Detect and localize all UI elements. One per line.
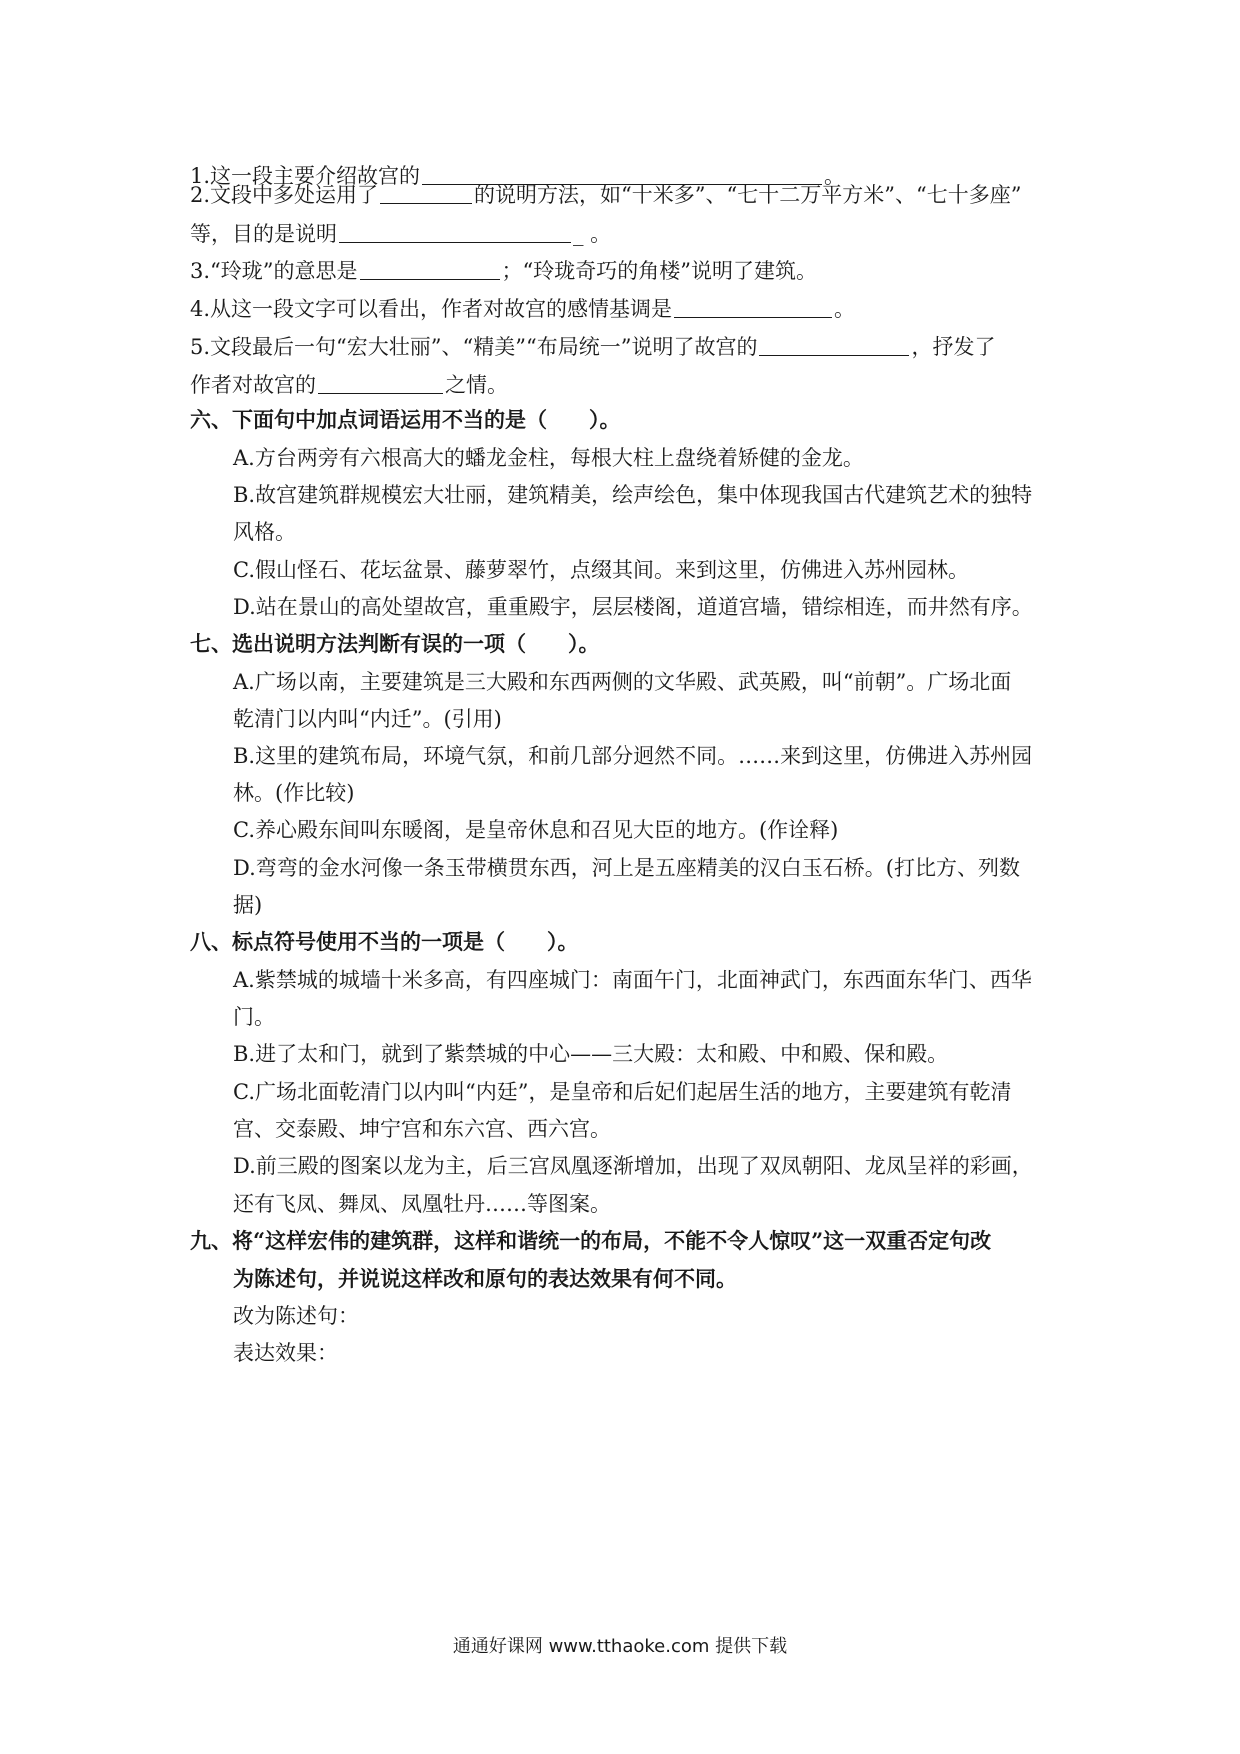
question-2 <box>190 178 1021 212</box>
section-8-option-d: D.前三殿的图案以龙为主，后三宫凤凰逐渐增加，出现了双凤朝阳、龙凤呈祥的彩画， <box>233 1154 1033 1178</box>
section-6-title: 六、下面句中加点词语运用不当的是（ ）。 <box>190 407 621 432</box>
section-6-option-b: B.故宫建筑群规模宏大壮丽，建筑精美，绘声绘色，集中体现我国古代建筑艺术的独特 <box>233 483 1033 507</box>
section-7-title: 七、选出说明方法判断有误的一项（ ）。 <box>190 631 600 656</box>
section-7-option-b: B.这里的建筑布局，环境气氛，和前几部分迥然不同。……来到这里，仿佛进入苏州园 <box>233 744 1033 768</box>
section-8-title: 八、标点符号使用不当的一项是（ ）。 <box>190 929 579 954</box>
section-7-option-d: D.弯弯的金水河像一条玉带横贯东西，河上是五座精美的汉白玉石桥。(打比方、列数 <box>233 856 1020 880</box>
section-7-option-a-cont: 乾清门以内叫“内迁”。(引用) <box>233 707 502 731</box>
section-8-option-a: A.紫禁城的城墙十米多高，有四座城门：南面午门，北面神武门，东西面东华门、西华 <box>233 968 1032 992</box>
section-9-label-effect: 表达效果： <box>233 1341 338 1365</box>
question-2-text-c: 等，目的是说明 <box>190 222 337 246</box>
question-4 <box>190 292 855 326</box>
question-5-text-b: ，抒发了 <box>911 335 996 359</box>
question-5-end: 之情。 <box>445 373 508 397</box>
answer-blank-2a[interactable] <box>380 181 472 204</box>
question-3-text: 3.“玲珑”的意思是 <box>190 259 358 283</box>
answer-blank-5a[interactable] <box>759 333 909 356</box>
question-5-line-2 <box>190 368 508 402</box>
section-8-option-a-cont: 门。 <box>233 1005 275 1029</box>
question-2-line-2 <box>190 217 611 251</box>
section-7-option-c: C.养心殿东间叫东暖阁，是皇帝休息和召见大臣的地方。(作诠释) <box>233 818 839 842</box>
question-5-text: 5.文段最后一句“宏大壮丽”、“精美”“布局统一”说明了故宫的 <box>190 335 758 359</box>
question-3-text-b: ；“玲珑奇巧的角楼”说明了建筑。 <box>501 259 817 283</box>
section-6-option-d: D.站在景山的高处望故宫，重重殿宇，层层楼阁，道道宫墙，错综相连，而井然有序。 <box>233 595 1033 619</box>
question-4-end: 。 <box>834 297 856 321</box>
section-9-title: 九、将“这样宏伟的建筑群，这样和谐统一的布局，不能不令人惊叹”这一双重否定句改 <box>190 1228 992 1253</box>
section-6-option-a: A.方台两旁有六根高大的蟠龙金柱，每根大柱上盘绕着矫健的金龙。 <box>233 446 864 470</box>
question-3 <box>190 254 817 288</box>
question-1-text: 1.这一段主要介绍故宫的 <box>190 164 421 188</box>
section-7-option-d-cont: 据) <box>233 893 263 917</box>
section-9-title-cont: 为陈述句，并说说这样改和原句的表达效果有何不同。 <box>233 1266 737 1291</box>
question-2-text: 2.文段中多处运用了 <box>190 183 379 207</box>
question-2-end: _ 。 <box>573 222 612 246</box>
section-8-option-b: B.进了太和门，就到了紫禁城的中心——三大殿：太和殿、中和殿、保和殿。 <box>233 1042 949 1066</box>
answer-blank-4[interactable] <box>674 295 832 318</box>
question-5-text-c: 作者对故宫的 <box>190 373 316 397</box>
section-8-option-d-cont: 还有飞凤、舞凤、凤凰牡丹……等图案。 <box>233 1192 611 1216</box>
footer-watermark: 通通好课网 www.tthaoke.com 提供下载 <box>452 1636 788 1657</box>
answer-blank-3[interactable] <box>360 257 500 280</box>
question-1-end: 。 <box>824 164 846 188</box>
question-5 <box>190 330 995 364</box>
section-8-option-c: C.广场北面乾清门以内叫“内廷”，是皇帝和后妃们起居生活的地方，主要建筑有乾清 <box>233 1080 1012 1104</box>
answer-blank-5b[interactable] <box>318 371 443 394</box>
section-6-option-c: C.假山怪石、花坛盆景、藤萝翠竹，点缀其间。来到这里，仿佛进入苏州园林。 <box>233 558 969 582</box>
section-7-option-a: A.广场以南，主要建筑是三大殿和东西两侧的文华殿、武英殿，叫“前朝”。广场北面 <box>233 670 1012 694</box>
answer-blank-2b[interactable] <box>339 220 571 243</box>
section-7-option-b-cont: 林。(作比较) <box>233 781 355 805</box>
section-6-option-b-cont: 风格。 <box>233 520 296 544</box>
section-9-label-statement: 改为陈述句： <box>233 1304 359 1328</box>
question-2-text-b: 的说明方法，如“十米多”、“七十二万平方米”、“七十多座” <box>474 183 1022 207</box>
question-4-text: 4.从这一段文字可以看出，作者对故宫的感情基调是 <box>190 297 673 321</box>
section-8-option-c-cont: 宫、交泰殿、坤宁宫和东六宫、西六宫。 <box>233 1117 611 1141</box>
